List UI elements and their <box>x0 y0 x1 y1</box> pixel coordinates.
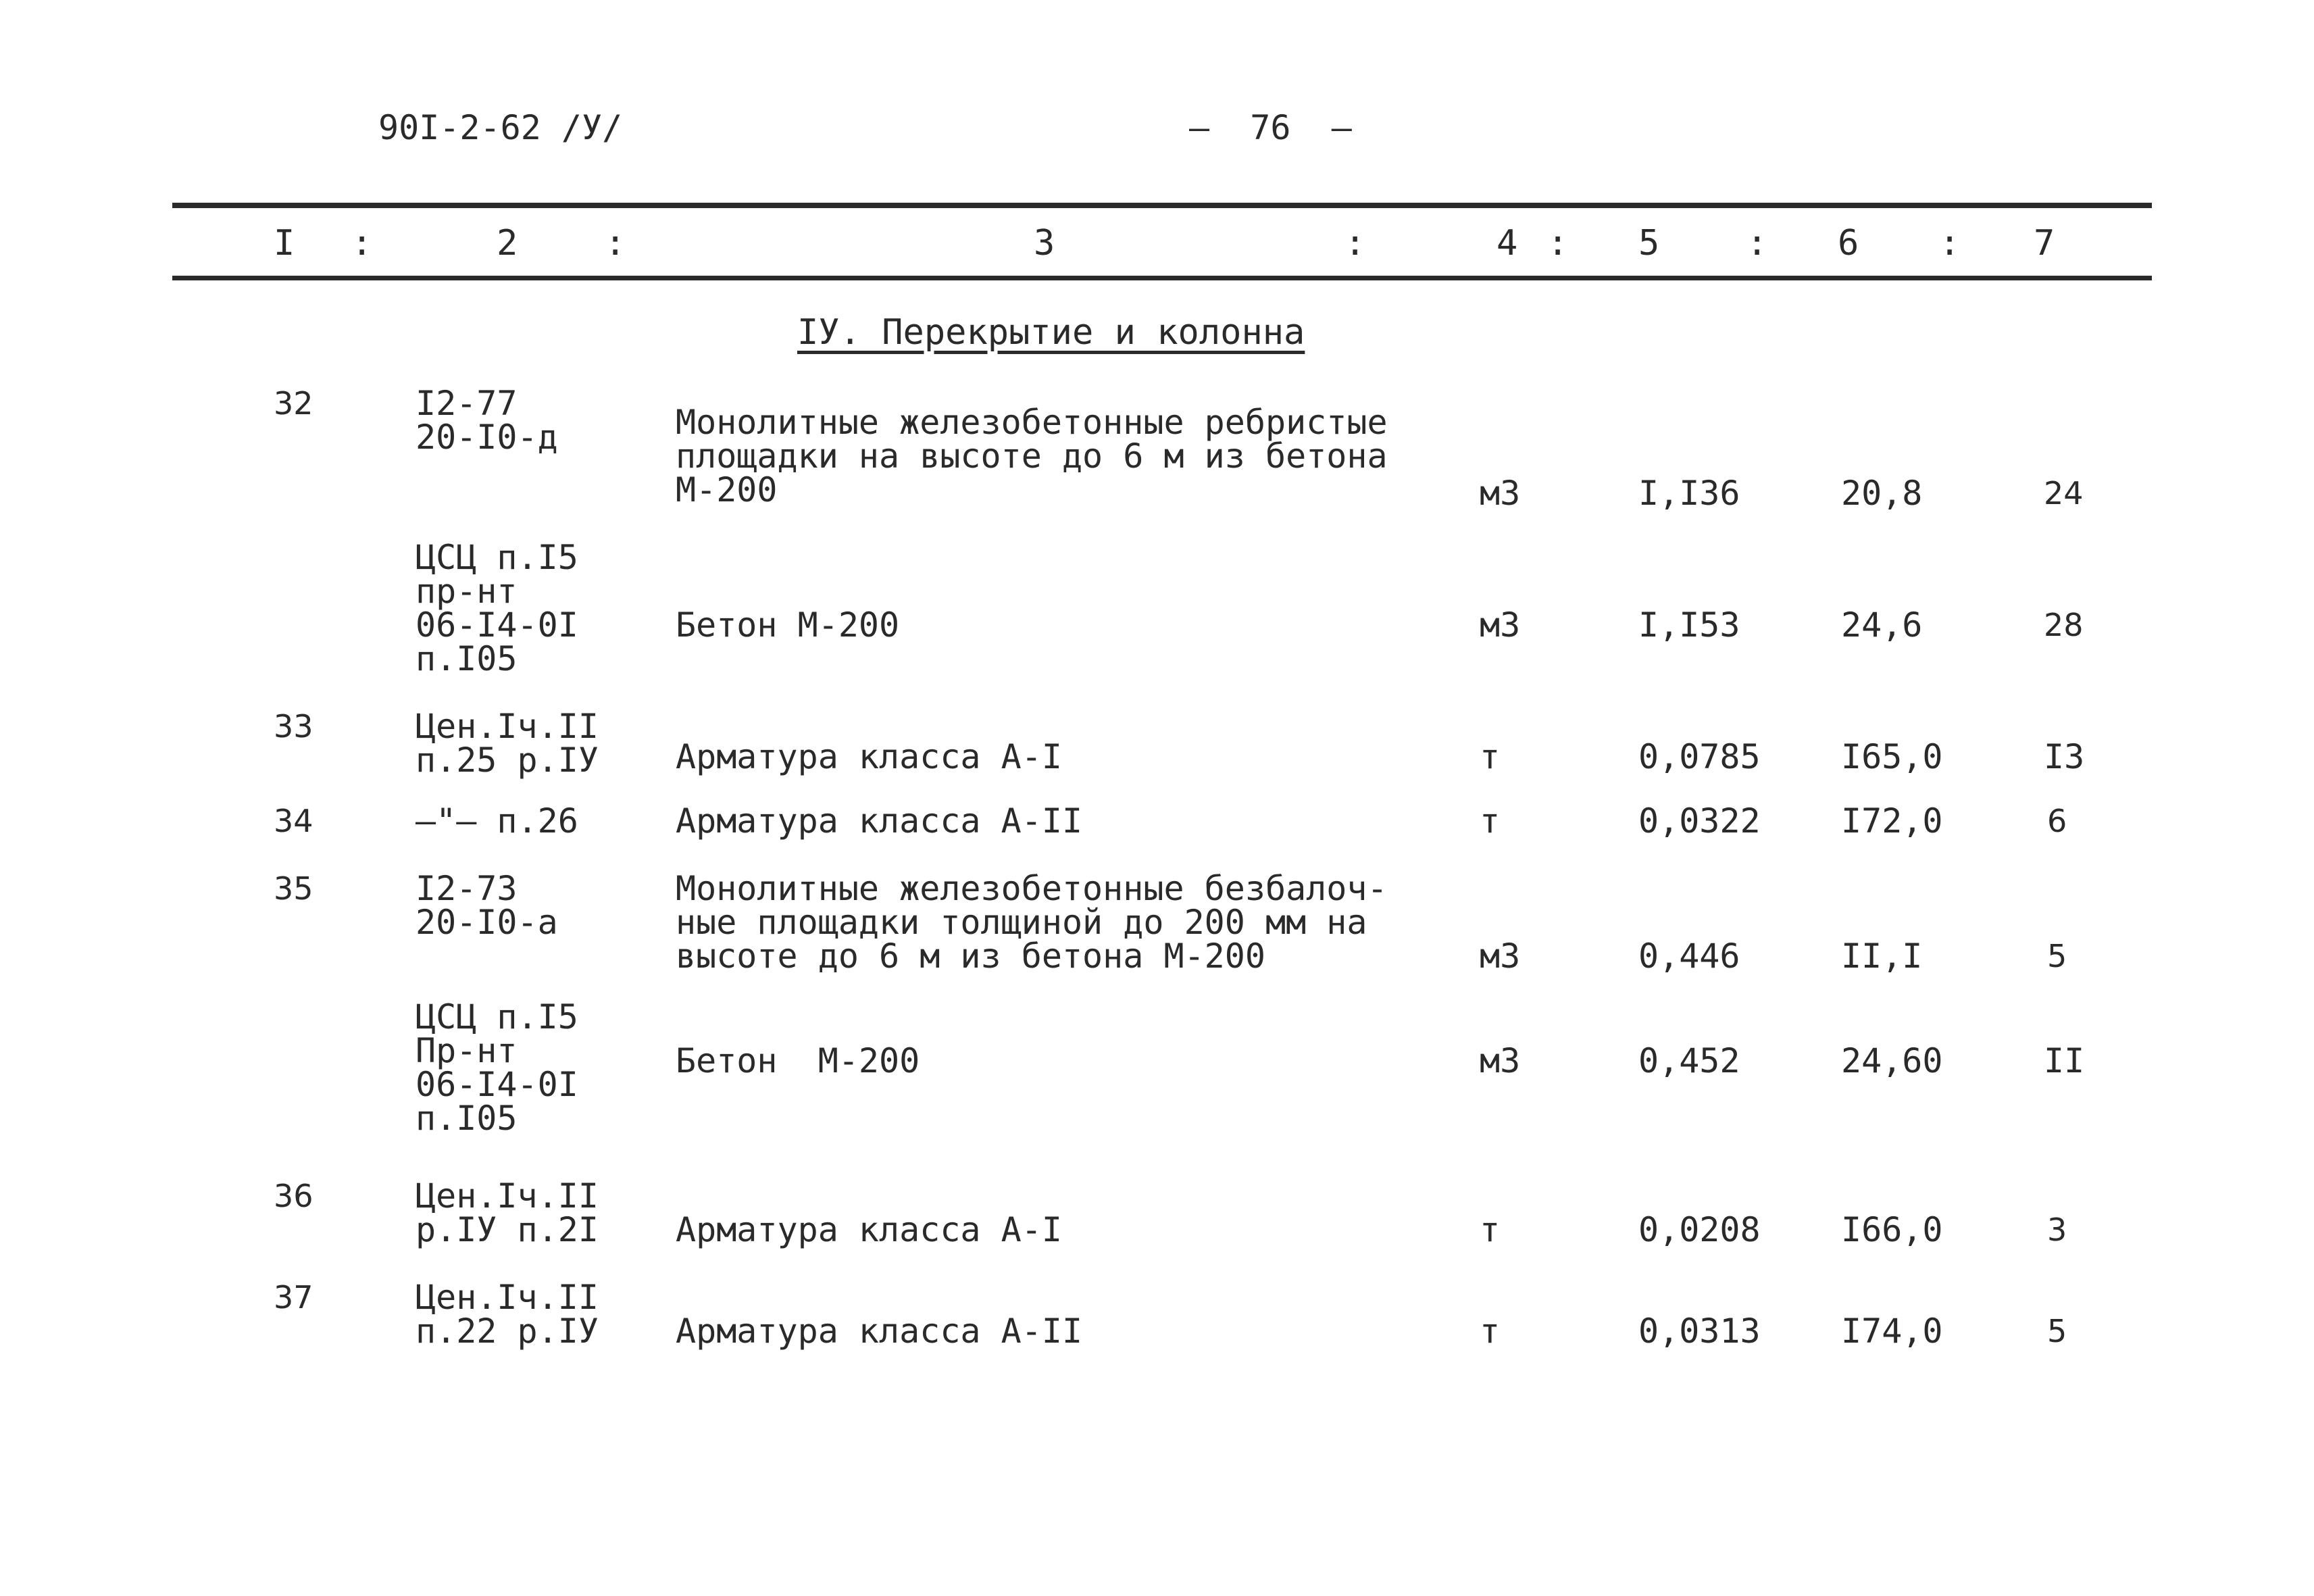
row-total: 3 <box>2047 1212 2067 1248</box>
row-description: Бетон М-200 <box>676 605 900 645</box>
row-code: Цен.Iч.II п.22 р.IУ <box>416 1278 599 1351</box>
section-title: IУ. Перекрытие и колонна <box>797 312 1305 353</box>
row-description: Арматура класса А-I <box>676 737 1062 776</box>
column-separator: : <box>1746 223 1768 264</box>
row-description: Арматура класса А-I <box>676 1210 1062 1249</box>
column-separator: : <box>1939 223 1961 264</box>
row-quantity: 0,0322 <box>1638 801 1761 841</box>
row-code: Цен.Iч.II п.25 р.IУ <box>416 707 599 780</box>
document-code: 90I-2-62 /У/ <box>378 108 623 147</box>
row-unit: т <box>1480 1210 1501 1249</box>
row-code: I2-73 20-I0-а <box>416 869 558 942</box>
row-unit-price: II,I <box>1841 937 1923 976</box>
row-code: ЦСЦ п.I5 пр-нт 06-I4-0I п.I05 <box>416 538 578 678</box>
row-unit: т <box>1480 1312 1501 1351</box>
column-number-5: 5 <box>1638 223 1660 264</box>
row-quantity: 0,0208 <box>1638 1210 1761 1249</box>
column-number-4: 4 <box>1496 223 1518 264</box>
row-unit-price: I72,0 <box>1841 801 1943 841</box>
column-separator: : <box>1344 223 1366 264</box>
row-quantity: 0,452 <box>1638 1041 1740 1080</box>
row-total: I3 <box>2044 737 2085 776</box>
row-total: 6 <box>2047 803 2067 839</box>
row-unit: м3 <box>1480 474 1521 513</box>
row-number: 34 <box>274 803 313 839</box>
row-description: Монолитные железобетонные ребристые площадки на высоте до 6 м из бетона М-200 <box>676 403 1388 509</box>
row-total: 24 <box>2044 475 2084 512</box>
row-code: I2-77 20-I0-д <box>416 384 558 457</box>
row-unit: м3 <box>1480 937 1521 976</box>
table-header-rule <box>172 276 2152 280</box>
row-unit-price: I65,0 <box>1841 737 1943 776</box>
column-number-7: 7 <box>2034 223 2055 264</box>
row-number: 35 <box>274 870 313 907</box>
row-number: 36 <box>274 1178 313 1214</box>
row-unit-price: 20,8 <box>1841 474 1923 513</box>
row-number: 32 <box>274 385 313 422</box>
row-number: 37 <box>274 1279 313 1316</box>
row-description: Бетон М-200 <box>676 1041 920 1080</box>
row-quantity: 0,0785 <box>1638 737 1761 776</box>
row-total: II <box>2044 1041 2085 1080</box>
column-separator: : <box>351 223 373 264</box>
row-quantity: 0,0313 <box>1638 1312 1761 1351</box>
column-number-1: I <box>274 223 295 264</box>
table-top-rule <box>172 203 2152 208</box>
row-unit-price: I66,0 <box>1841 1210 1943 1249</box>
row-unit-price: 24,6 <box>1841 605 1923 645</box>
row-description: Арматура класса А-II <box>676 1312 1083 1351</box>
row-description: Арматура класса А-II <box>676 801 1083 841</box>
row-quantity: I,I36 <box>1638 474 1740 513</box>
row-unit-price: 24,60 <box>1841 1041 1943 1080</box>
row-code: Цен.Iч.II р.IУ п.2I <box>416 1176 599 1249</box>
row-code: –"– п.26 <box>416 801 578 841</box>
row-unit: т <box>1480 801 1501 841</box>
column-number-6: 6 <box>1838 223 1859 264</box>
row-total: 5 <box>2047 938 2067 974</box>
column-number-3: 3 <box>1034 223 1055 264</box>
column-separator: : <box>1547 223 1569 264</box>
row-total: 5 <box>2047 1313 2067 1349</box>
column-separator: : <box>605 223 626 264</box>
row-code: ЦСЦ п.I5 Пр-нт 06-I4-0I п.I05 <box>416 997 578 1138</box>
row-unit: т <box>1480 737 1501 776</box>
row-unit: м3 <box>1480 1041 1521 1080</box>
row-description: Монолитные железобетонные безбалоч- ные площадки толщиной до 200 мм на высоте до 6 м из бетона М-200 <box>676 869 1388 976</box>
row-quantity: 0,446 <box>1638 937 1740 976</box>
row-unit: м3 <box>1480 605 1521 645</box>
row-quantity: I,I53 <box>1638 605 1740 645</box>
column-number-2: 2 <box>497 223 518 264</box>
row-number: 33 <box>274 708 313 745</box>
row-total: 28 <box>2044 607 2084 643</box>
page-number: – 76 – <box>1189 108 1352 147</box>
row-unit-price: I74,0 <box>1841 1312 1943 1351</box>
